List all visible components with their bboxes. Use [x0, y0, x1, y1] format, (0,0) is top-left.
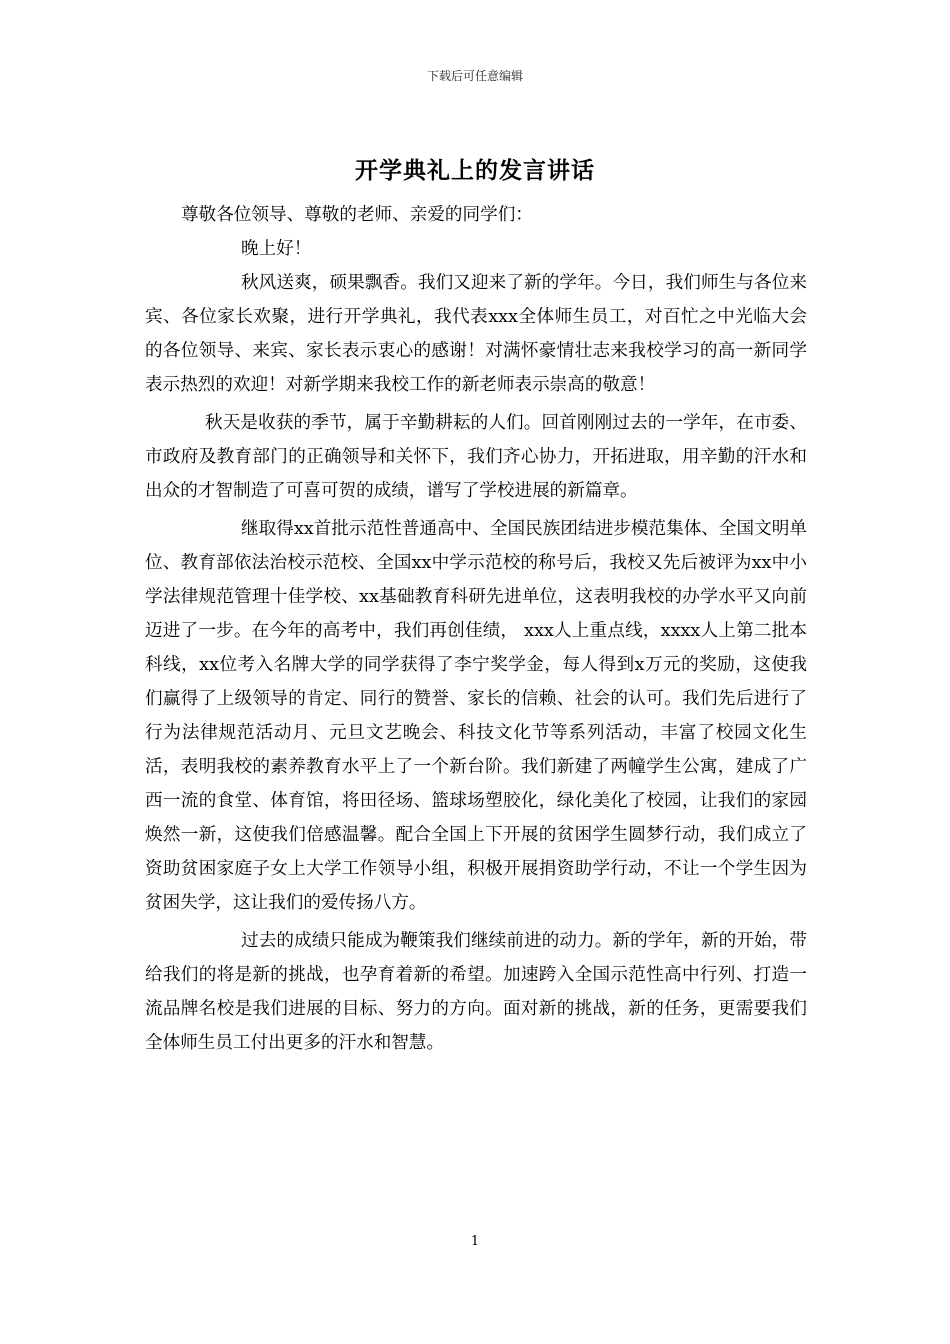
header-note: 下载后可任意编辑	[426, 69, 523, 83]
paragraph-4: 过去的成绩只能成为鞭策我们继续前进的动力。新的学年，新的开始，带给我们的将是新的挑战，也孕育着新的希望。加速跨入全国示范性高中行列、打造一流品牌名校是我们进展的目标、努力的方向。面对新的挑战，新的任务，更需要我们全体师生员工付出更多的汗水和智慧。	[145, 931, 807, 1053]
greeting: 晚上好！	[241, 239, 312, 259]
document-title: 开学典礼上的发言讲话	[355, 158, 595, 184]
paragraph-3: 继取得xx首批示范性普通高中、全国民族团结进步模范集体、全国文明单位、教育部依法治校示范校、全国xx中学示范校的称号后，我校又先后被评为xx中小学法律规范管理十佳学校、xx基础教育科研先进单位，这表明我校的办学水平又向前迈进了一步。在今年的高考中，我们再创佳绩， xxx人上重点线，xxxx人上第二批本科线，xx位考入名牌大学的同学获得了李宁奖学金，每人得到x万元的奖励，这使我们赢得了上级领导的肯定、同行的赞誉、家长的信赖、社会的认可。我们先后进行了行为法律规范活动月、元旦文艺晚会、科技文化节等系列活动，丰富了校园文化生活，表明我校的素养教育水平上了一个新台阶。我们新建了两幢学生公寓，建成了广西一流的食堂、体育馆，将田径场、篮球场塑胶化，绿化美化了校园，让我们的家园焕然一新，这使我们倍感温馨。配合全国上下开展的贫困学生圆梦行动，我们成立了资助贫困家庭子女上大学工作领导小组，积极开展捐资助学行动，不让一个学生因为贫困失学，这让我们的爱传扬八方。	[145, 519, 807, 913]
document-body	[145, 198, 807, 1060]
paragraph-2: 秋天是收获的季节，属于辛勤耕耘的人们。回首刚刚过去的一学年，在市委、市政府及教育部门的正确领导和关怀下，我们齐心协力，开拓进取，用辛勤的汗水和出众的才智制造了可喜可贺的成绩，谱写了学校进展的新篇章。	[145, 413, 807, 501]
salutation: 尊敬各位领导、尊敬的老师、亲爱的同学们：	[181, 205, 533, 225]
paragraph-1: 秋风送爽，硕果飘香。我们又迎来了新的学年。今日，我们师生与各位来宾、各位家长欢聚，进行开学典礼，我代表xxx全体师生员工，对百忙之中光临大会的各位领导、来宾、家长表示衷心的感谢！对满怀豪情壮志来我校学习的高一新同学表示热烈的欢迎！对新学期来我校工作的新老师表示崇高的敬意！	[145, 273, 807, 395]
page-number: 1	[470, 1234, 480, 1249]
